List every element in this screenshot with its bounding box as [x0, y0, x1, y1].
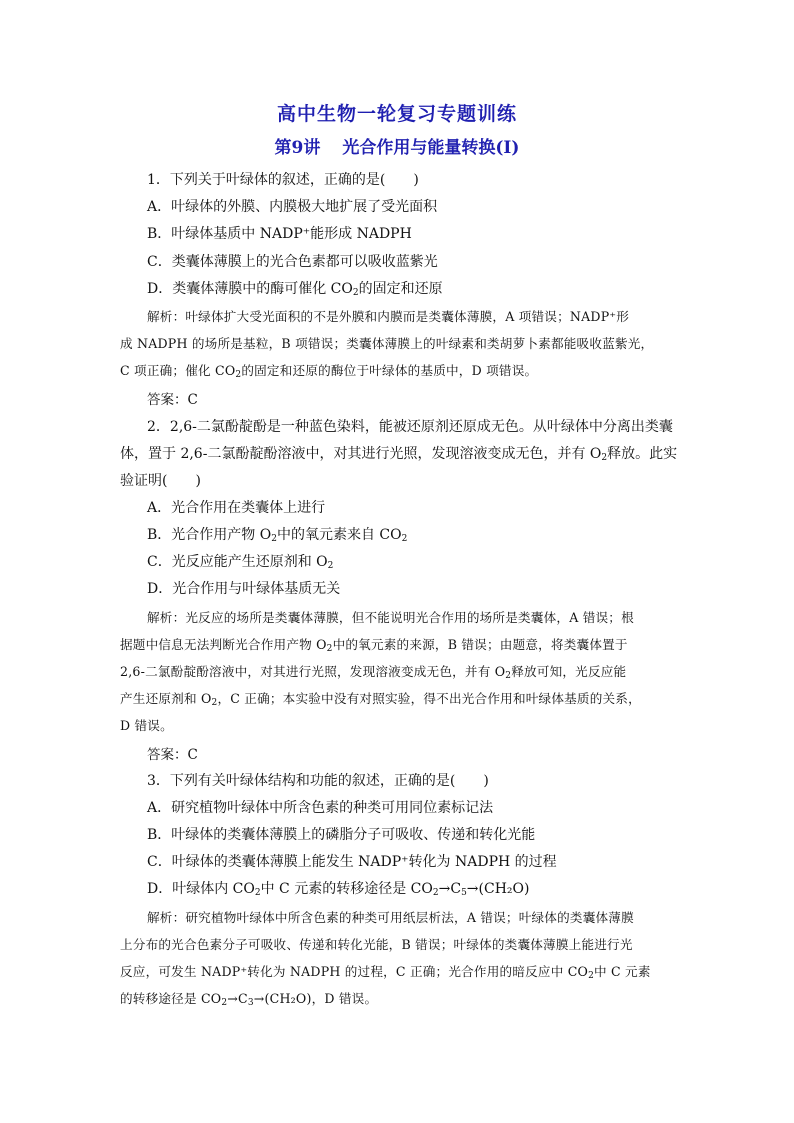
q2-explanation-line: D 错误。 [120, 718, 173, 733]
q3-option-a: A．研究植物叶绿体中所含色素的种类可用同位素标记法 [147, 800, 494, 816]
q2-explanation-line: 解析：光反应的场所是类囊体薄膜，但不能说明光合作用的场所是类囊体，A 错误；根 [147, 610, 634, 625]
lesson-title [0, 133, 794, 158]
q2-option-b: B．光合作用产物 $O_2$中的氧元素来自 $CO_2$ [147, 527, 408, 544]
q2-stem-line: 体，置于 2,6-二氯酚靛酚溶液中，对其进行光照，发现溶液变成无色，并有 $O_2$释放。此实 [120, 446, 678, 463]
lesson-topic: 光合作用与能量转换(Ⅰ) [342, 138, 520, 158]
q3-explanation-line: 反应，可发生 NADP⁺转化为 NADPH 的过程，C 正确；光合作用的暗反应中 $CO_2$中 C 元素 [120, 964, 651, 981]
q2-stem-line: 验证明( ) [120, 473, 201, 489]
q2-option-d: D．光合作用与叶绿体基质无关 [147, 581, 341, 597]
q3-option-c: C．叶绿体的类囊体薄膜上能发生 NADP⁺转化为 NADPH 的过程 [147, 854, 557, 870]
q1-option-c: C．类囊体薄膜上的光合色素都可以吸收蓝紫光 [147, 254, 438, 270]
q3-stem: 3．下列有关叶绿体结构和功能的叙述，正确的是( ) [147, 773, 489, 789]
q1-explanation-line: 成 NADPH 的场所是基粒，B 项错误；类囊体薄膜上的叶绿素和类胡萝卜素都能吸收蓝紫光， [120, 336, 654, 351]
series-title: 高中生物一轮复习专题训练 [276, 103, 517, 125]
q2-option-a: A．光合作用在类囊体上进行 [147, 500, 326, 516]
q1-answer: 答案：C [147, 392, 198, 408]
q3-explanation-line: 上分布的光合色素分子可吸收、传递和转化光能，B 错误；叶绿体的类囊体薄膜上能进行光 [120, 937, 633, 952]
q1-stem: 1．下列关于叶绿体的叙述，正确的是( ) [147, 172, 419, 188]
q3-option-b: B．叶绿体的类囊体薄膜上的磷脂分子可吸收、传递和转化光能 [147, 827, 536, 843]
q3-option-d: D．叶绿体内 $CO_2$中 C 元素的转移途径是 $CO_2\to C_5\to(CH_2O)$ [147, 881, 530, 898]
q1-explanation-line: 解析：叶绿体扩大受光面积的不是外膜和内膜而是类囊体薄膜，A 项错误；NADP⁺形 [147, 309, 630, 324]
q2-answer: 答案：C [147, 747, 198, 763]
q2-option-c: C．光反应能产生还原剂和 $O_2$ [147, 554, 334, 571]
q1-option-a: A．叶绿体的外膜、内膜极大地扩展了受光面积 [147, 199, 438, 215]
q3-explanation-line: 的转移途径是 $CO_2\to C_3\to(CH_2O)$，D 错误。 [120, 991, 378, 1008]
q1-option-d: D．类囊体薄膜中的酶可催化 $CO_2$的固定和还原 [147, 281, 443, 298]
q2-stem-line: 2．2,6-二氯酚靛酚是一种蓝色染料，能被还原剂还原成无色。从叶绿体中分离出类囊 [147, 419, 673, 435]
q1-option-b: B．叶绿体基质中 NADP⁺能形成 NADPH [147, 226, 412, 242]
q2-explanation-line: 据题中信息无法判断光合作用产物 $O_2$中的氧元素的来源，B 错误；由题意，将类囊体置于 [120, 637, 628, 654]
lesson-number: 第9讲 [274, 138, 321, 158]
q2-explanation-line: 产生还原剂和 $O_2$，C 正确；本实验中没有对照实验，得不出光合作用和叶绿体基质的关系， [120, 691, 641, 708]
q3-explanation-line: 解析：研究植物叶绿体中所含色素的种类可用纸层析法，A 错误；叶绿体的类囊体薄膜 [147, 910, 634, 925]
q1-explanation-line: C 项正确；催化 $CO_2$的固定和还原的酶位于叶绿体的基质中，D 项错误。 [120, 363, 538, 380]
q2-explanation-line: 2,6-二氯酚靛酚溶液中，对其进行光照，发现溶液变成无色，并有 $O_2$释放可知，光反应能 [120, 664, 627, 681]
